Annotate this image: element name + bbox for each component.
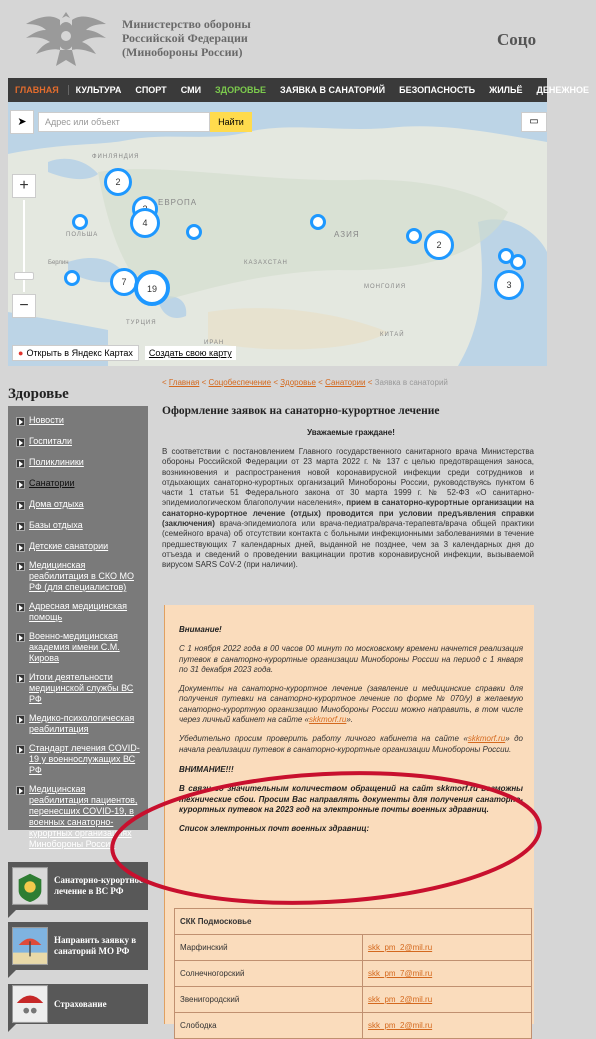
map-label-europe: ЕВРОПА [158, 198, 197, 207]
sidebar [8, 406, 148, 830]
sanatorium-email[interactable]: skk_pm_2@mil.ru [363, 1013, 532, 1039]
sidebar-item-label: Медицинская реабилитация в СКО МО РФ (для специалистов) [29, 560, 144, 593]
nav-home[interactable]: ГЛАВНАЯ [8, 85, 69, 95]
nav-media[interactable]: СМИ [174, 85, 208, 95]
map-label-berlin: Берлин [48, 260, 69, 266]
breadcrumb-home[interactable]: Главная [169, 378, 199, 387]
nav-sanatorium-request[interactable]: ЗАЯВКА В САНАТОРИЙ [273, 85, 392, 95]
ministry-line-3: (Минобороны России) [122, 45, 251, 59]
sidebar-item-label: Стандарт лечения COVID-19 у военнослужащих ВС РФ [29, 743, 144, 776]
create-map-link[interactable]: Создать свою карту [145, 346, 236, 360]
email-list-title: Список электронных почт военных здравниц: [179, 824, 523, 834]
sidebar-item-psych-rehab[interactable] [8, 710, 148, 738]
site-header [0, 0, 547, 74]
section-title: Соцо [497, 30, 536, 50]
table-row [175, 909, 532, 935]
sidebar-item-label: Дома отдыха [29, 499, 84, 510]
sidebar-item-label: Адресная медицинская помощь [29, 601, 144, 623]
military-emblem-icon [12, 867, 48, 905]
breadcrumb-sanatoriums[interactable]: Санатории [325, 378, 365, 387]
nav-health[interactable]: ЗДОРОВЬЕ [208, 85, 273, 95]
breadcrumb-social[interactable]: Соцобеспечение [209, 378, 272, 387]
banner-label: Санаторно-курортное лечение в ВС РФ [54, 875, 148, 897]
sidebar-item-results[interactable] [8, 669, 148, 708]
bullet-arrow-icon [16, 501, 25, 510]
umbrella-family-icon [12, 985, 48, 1023]
notice-paragraph-2 [179, 684, 523, 725]
map-marker[interactable] [510, 254, 526, 270]
notice-paragraph-4: В связи со значительным количеством обращений на сайт skkmorf.ru возможны технические сбои. Просим Вас направлять документы для получения санаторно-курортных путевок на 2023 год на электронные почты военных здравниц. [179, 784, 523, 815]
sidebar-item-sanatoriums[interactable] [8, 475, 148, 492]
sidebar-item-label: Санатории [29, 478, 74, 489]
geolocation-icon[interactable]: ➤ [10, 110, 34, 134]
bullet-arrow-icon [16, 674, 25, 683]
bullet-arrow-icon [16, 480, 25, 489]
intro-bold-text: прием в санаторно-курортные организации на санаторно-курортное лечение (отдых) проводится при условии предъявления справки (заключения) [162, 498, 534, 528]
map-footer [12, 344, 236, 362]
bullet-arrow-icon [16, 633, 25, 642]
map-cluster[interactable]: 19 [134, 270, 170, 306]
sidebar-item-label: Медико-психологическая реабилитация [29, 713, 144, 735]
sidebar-item-label: Поликлиники [29, 457, 84, 468]
zoom-out-button[interactable]: − [12, 294, 36, 318]
red-highlight-oval [107, 768, 545, 908]
nav-culture[interactable]: КУЛЬТУРА [69, 85, 129, 95]
yandex-map[interactable] [8, 102, 547, 366]
sanatorium-name: Слободка [175, 1013, 363, 1039]
sanatorium-email[interactable]: skk_pm_2@mil.ru [363, 935, 532, 961]
breadcrumb-health[interactable]: Здоровье [280, 378, 316, 387]
bullet-arrow-icon [16, 543, 25, 552]
main-nav [8, 78, 547, 102]
map-label-poland: ПОЛЬША [66, 232, 98, 238]
ministry-line-1: Министерство обороны [122, 17, 251, 31]
banner-label: Страхование [54, 999, 107, 1010]
sidebar-item-rest-houses[interactable] [8, 496, 148, 513]
map-find-button[interactable]: Найти [210, 112, 252, 132]
sanatorium-name: Марфинский [175, 935, 363, 961]
sidebar-item-label: Медицинская реабилитация пациентов, перенесших COVID-19, в военных санаторно-курортных организациях Минобороны России [29, 784, 144, 850]
bullet-arrow-icon [16, 438, 25, 447]
sidebar-item-label: Военно-медицинская академия имени С.М. Кирова [29, 631, 144, 664]
intro-tail-text: врача-эпидемиолога или врача-педиатра/врача-терапевта/врача общей практики (семейного врача) об отсутствии контакта с больными инфекционными заболеваниями в течение предшествующих 7 календарных дней, выданной не позднее, чем за 3 календарных дня до отъезда и сведений о проведении вакцинации против коронавирусной инфекции, вызываемой вирусом SARS CoV-2 (при наличии). [162, 519, 534, 569]
map-marker[interactable] [406, 228, 422, 244]
double-headed-eagle-emblem[interactable] [22, 6, 110, 70]
map-cluster[interactable]: 3 [494, 270, 524, 300]
table-row [175, 1013, 532, 1039]
table-row [175, 987, 532, 1013]
nav-money[interactable]: ДЕНЕЖНОЕ [530, 85, 596, 95]
table-group-header: СКК Подмосковье [175, 909, 532, 935]
map-label-china: КИТАЙ [380, 332, 405, 338]
map-marker[interactable] [310, 214, 326, 230]
bullet-arrow-icon [16, 562, 25, 571]
sanatorium-email[interactable]: skk_pm_2@mil.ru [363, 987, 532, 1013]
bullet-arrow-icon [16, 745, 25, 754]
bullet-arrow-icon [16, 522, 25, 531]
notice-paragraph-1: С 1 ноября 2022 года в 00 часов 00 минут по московскому времени начнется реализация путевок в санаторно-курортные организации Минобороны России на период с 1 января по 31 декабря 2023 года. [179, 644, 523, 675]
banner-insurance[interactable] [8, 984, 148, 1024]
sidebar-item-hospitals[interactable] [8, 433, 148, 450]
skkmorf-link[interactable]: skkmorf.ru [468, 734, 505, 743]
notice-text: Документы на санаторно-курортное лечение (заявление и медицинские справки для получения путевки на санаторно-курортное лечение по форме № 070/у) в желаемую санаторно-курортную организацию Минобороны России можно направить, в том числе через личный кабинет на сайте « [179, 684, 523, 724]
sidebar-item-label: Итоги деятельности медицинской службы ВС РФ [29, 672, 144, 705]
map-label-mongolia: МОНГОЛИЯ [364, 284, 406, 290]
open-yandex-label: Открыть в Яндекс Картах [26, 348, 132, 358]
sidebar-item-children-sanatoriums[interactable] [8, 538, 148, 555]
map-marker[interactable] [72, 214, 88, 230]
notice-text: ». [346, 715, 353, 724]
sidebar-item-targeted-aid[interactable] [8, 598, 148, 626]
sidebar-item-news[interactable] [8, 412, 148, 429]
map-cluster[interactable]: 4 [130, 208, 160, 238]
sidebar-item-label: Базы отдыха [29, 520, 83, 531]
sidebar-item-label: Госпитали [29, 436, 72, 447]
nav-sport[interactable]: СПОРТ [128, 85, 173, 95]
greeting: Уважаемые граждане! [162, 428, 540, 437]
notice-text: Убедительно просим проверить работу личного кабинета на сайте « [179, 734, 468, 743]
ministry-name[interactable] [122, 17, 251, 59]
sidebar-title: Здоровье [8, 386, 69, 403]
table-row [175, 961, 532, 987]
nav-safety[interactable]: БЕЗОПАСНОСТЬ [392, 85, 482, 95]
breadcrumb-current: Заявка в санаторий [375, 378, 448, 387]
sanatorium-email[interactable]: skk_pm_7@mil.ru [363, 961, 532, 987]
notice-paragraph-3 [179, 734, 523, 755]
sidebar-item-recreation-bases[interactable] [8, 517, 148, 534]
map-layers-icon[interactable]: ▭ [521, 112, 547, 132]
sanatorium-name: Солнечногорский [175, 961, 363, 987]
sidebar-item-polyclinics[interactable] [8, 454, 148, 471]
map-cluster[interactable]: 2 [424, 230, 454, 260]
bullet-arrow-icon [16, 715, 25, 724]
map-search-input[interactable]: Адрес или объект [38, 112, 210, 132]
bullet-arrow-icon [16, 603, 25, 612]
map-label-iran: ИРАН [204, 340, 224, 346]
map-cluster[interactable]: 7 [110, 268, 138, 296]
banner-label: Направить заявку в санаторий МО РФ [54, 935, 148, 957]
sidebar-item-medical-rehab[interactable] [8, 557, 148, 596]
ministry-line-2: Российской Федерации [122, 31, 251, 45]
map-marker[interactable] [186, 224, 202, 240]
map-label-asia: АЗИЯ [334, 230, 360, 239]
page-title: Оформление заявок на санаторно-курортное лечение [162, 405, 439, 417]
open-yandex-maps-link[interactable] [12, 345, 139, 361]
map-label-turkey: ТУРЦИЯ [126, 320, 157, 326]
sanatorium-name: Звенигородский [175, 987, 363, 1013]
map-pin-icon: ● [18, 348, 23, 358]
table-row [175, 935, 532, 961]
notice-text: » до начала реализации путевок в санаторно-курортные организации Минобороны России. [179, 734, 523, 753]
bullet-arrow-icon [16, 417, 25, 426]
beach-umbrella-icon [12, 927, 48, 965]
intro-text: В соответствии с постановлением Главного государственного санитарного врача Министерства обороны Российской Федерации от 23 марта 2022 г. № 137 с целью предотвращения заноса, возникновения и распространения новой коронавирусной инфекции среди сотрудников и отдыхающих санаторно-курортных организаций Минобороны России, руководствуясь пунктом 6 части 1 статьи 51 Федерального закона от 30 марта 1999 г. № 52-ФЗ «О санитарно-эпидемиологическом благополучии населения», [162, 447, 534, 507]
bullet-arrow-icon [16, 459, 25, 468]
skkmorf-link[interactable]: skkmorf.ru [309, 715, 346, 724]
zoom-in-button[interactable]: + [12, 174, 36, 198]
notice-attention: ВНИМАНИЕ!!! [179, 765, 523, 775]
map-label-kazakhstan: КАЗАХСТАН [244, 260, 288, 266]
sanatorium-email-table [174, 908, 532, 1039]
map-marker[interactable] [64, 270, 80, 286]
bullet-arrow-icon [16, 786, 25, 795]
nav-housing[interactable]: ЖИЛЬЁ [482, 85, 529, 95]
notice-heading: Внимание! [179, 625, 523, 635]
intro-paragraph [162, 447, 534, 571]
zoom-slider-handle[interactable] [14, 272, 34, 280]
sidebar-item-military-academy[interactable] [8, 628, 148, 667]
banner-send-request[interactable] [8, 922, 148, 970]
map-cluster[interactable]: 2 [104, 168, 132, 196]
breadcrumb: < Главная < Соцобеспечение < Здоровье < Санатории < Заявка в санаторий [162, 378, 540, 387]
sidebar-item-label: Новости [29, 415, 64, 426]
sidebar-item-label: Детские санатории [29, 541, 108, 552]
map-label-finland: ФИНЛЯНДИЯ [92, 154, 140, 160]
